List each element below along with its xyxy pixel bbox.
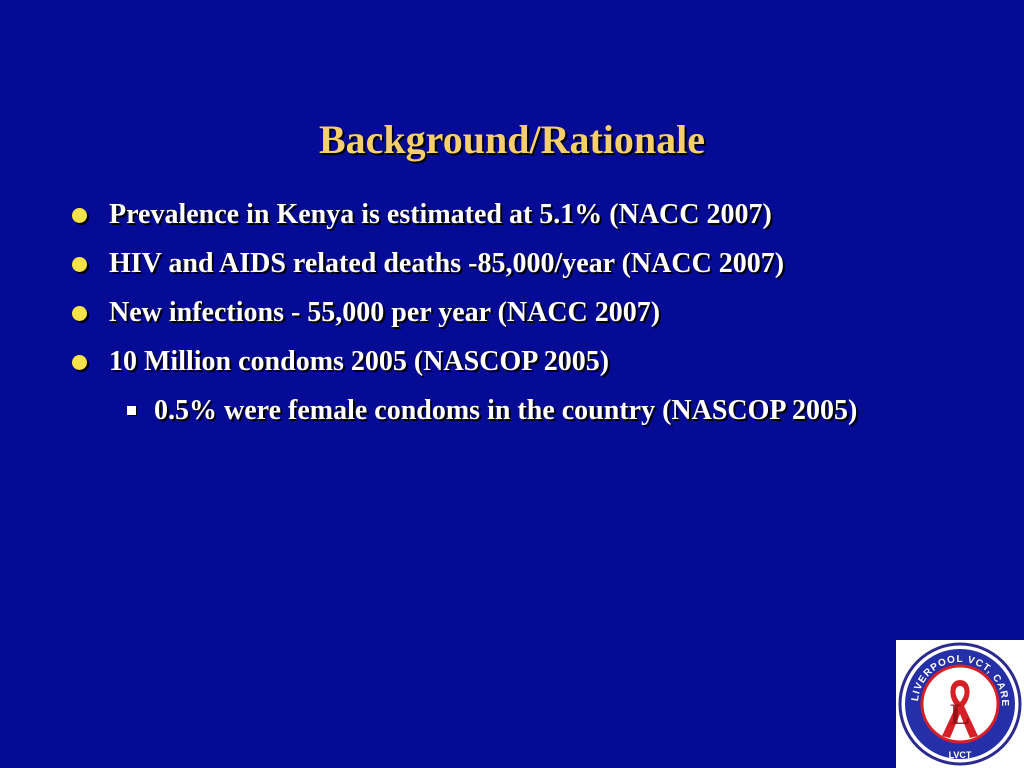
logo-ring-text: LIVERPOOL VCT, CARE	[910, 653, 1011, 708]
bullet-dot-icon	[72, 208, 87, 223]
bullet-text: HIV and AIDS related deaths -85,000/year (NACC 2007)	[109, 248, 785, 279]
bullet-item	[70, 293, 950, 333]
bullet-text: New infections - 55,000 per year (NACC 2007)	[109, 297, 661, 328]
bullet-dot-icon	[72, 257, 87, 272]
lvct-logo	[896, 640, 1024, 768]
bullet-item	[70, 244, 950, 284]
sub-bullet-item	[70, 391, 954, 431]
lvct-logo-emblem	[896, 640, 1024, 768]
bullet-text: Prevalence in Kenya is estimated at 5.1% (NACC 2007)	[109, 199, 772, 230]
square-bullet-icon	[127, 406, 136, 415]
bullet-item	[70, 342, 950, 382]
bullet-dot-icon	[72, 306, 87, 321]
bullet-list	[70, 195, 950, 431]
sub-bullet-list	[70, 391, 950, 431]
slide-title: Background/Rationale	[319, 117, 705, 162]
bullet-dot-icon	[72, 355, 87, 370]
bullet-item	[70, 195, 950, 235]
sub-bullet-text: 0.5% were female condoms in the country (NASCOP 2005)	[154, 395, 858, 426]
bullet-text: 10 Million condoms 2005 (NASCOP 2005)	[109, 346, 610, 377]
logo-letter: L	[949, 698, 971, 731]
logo-bottom-text: LVCT	[948, 750, 972, 760]
